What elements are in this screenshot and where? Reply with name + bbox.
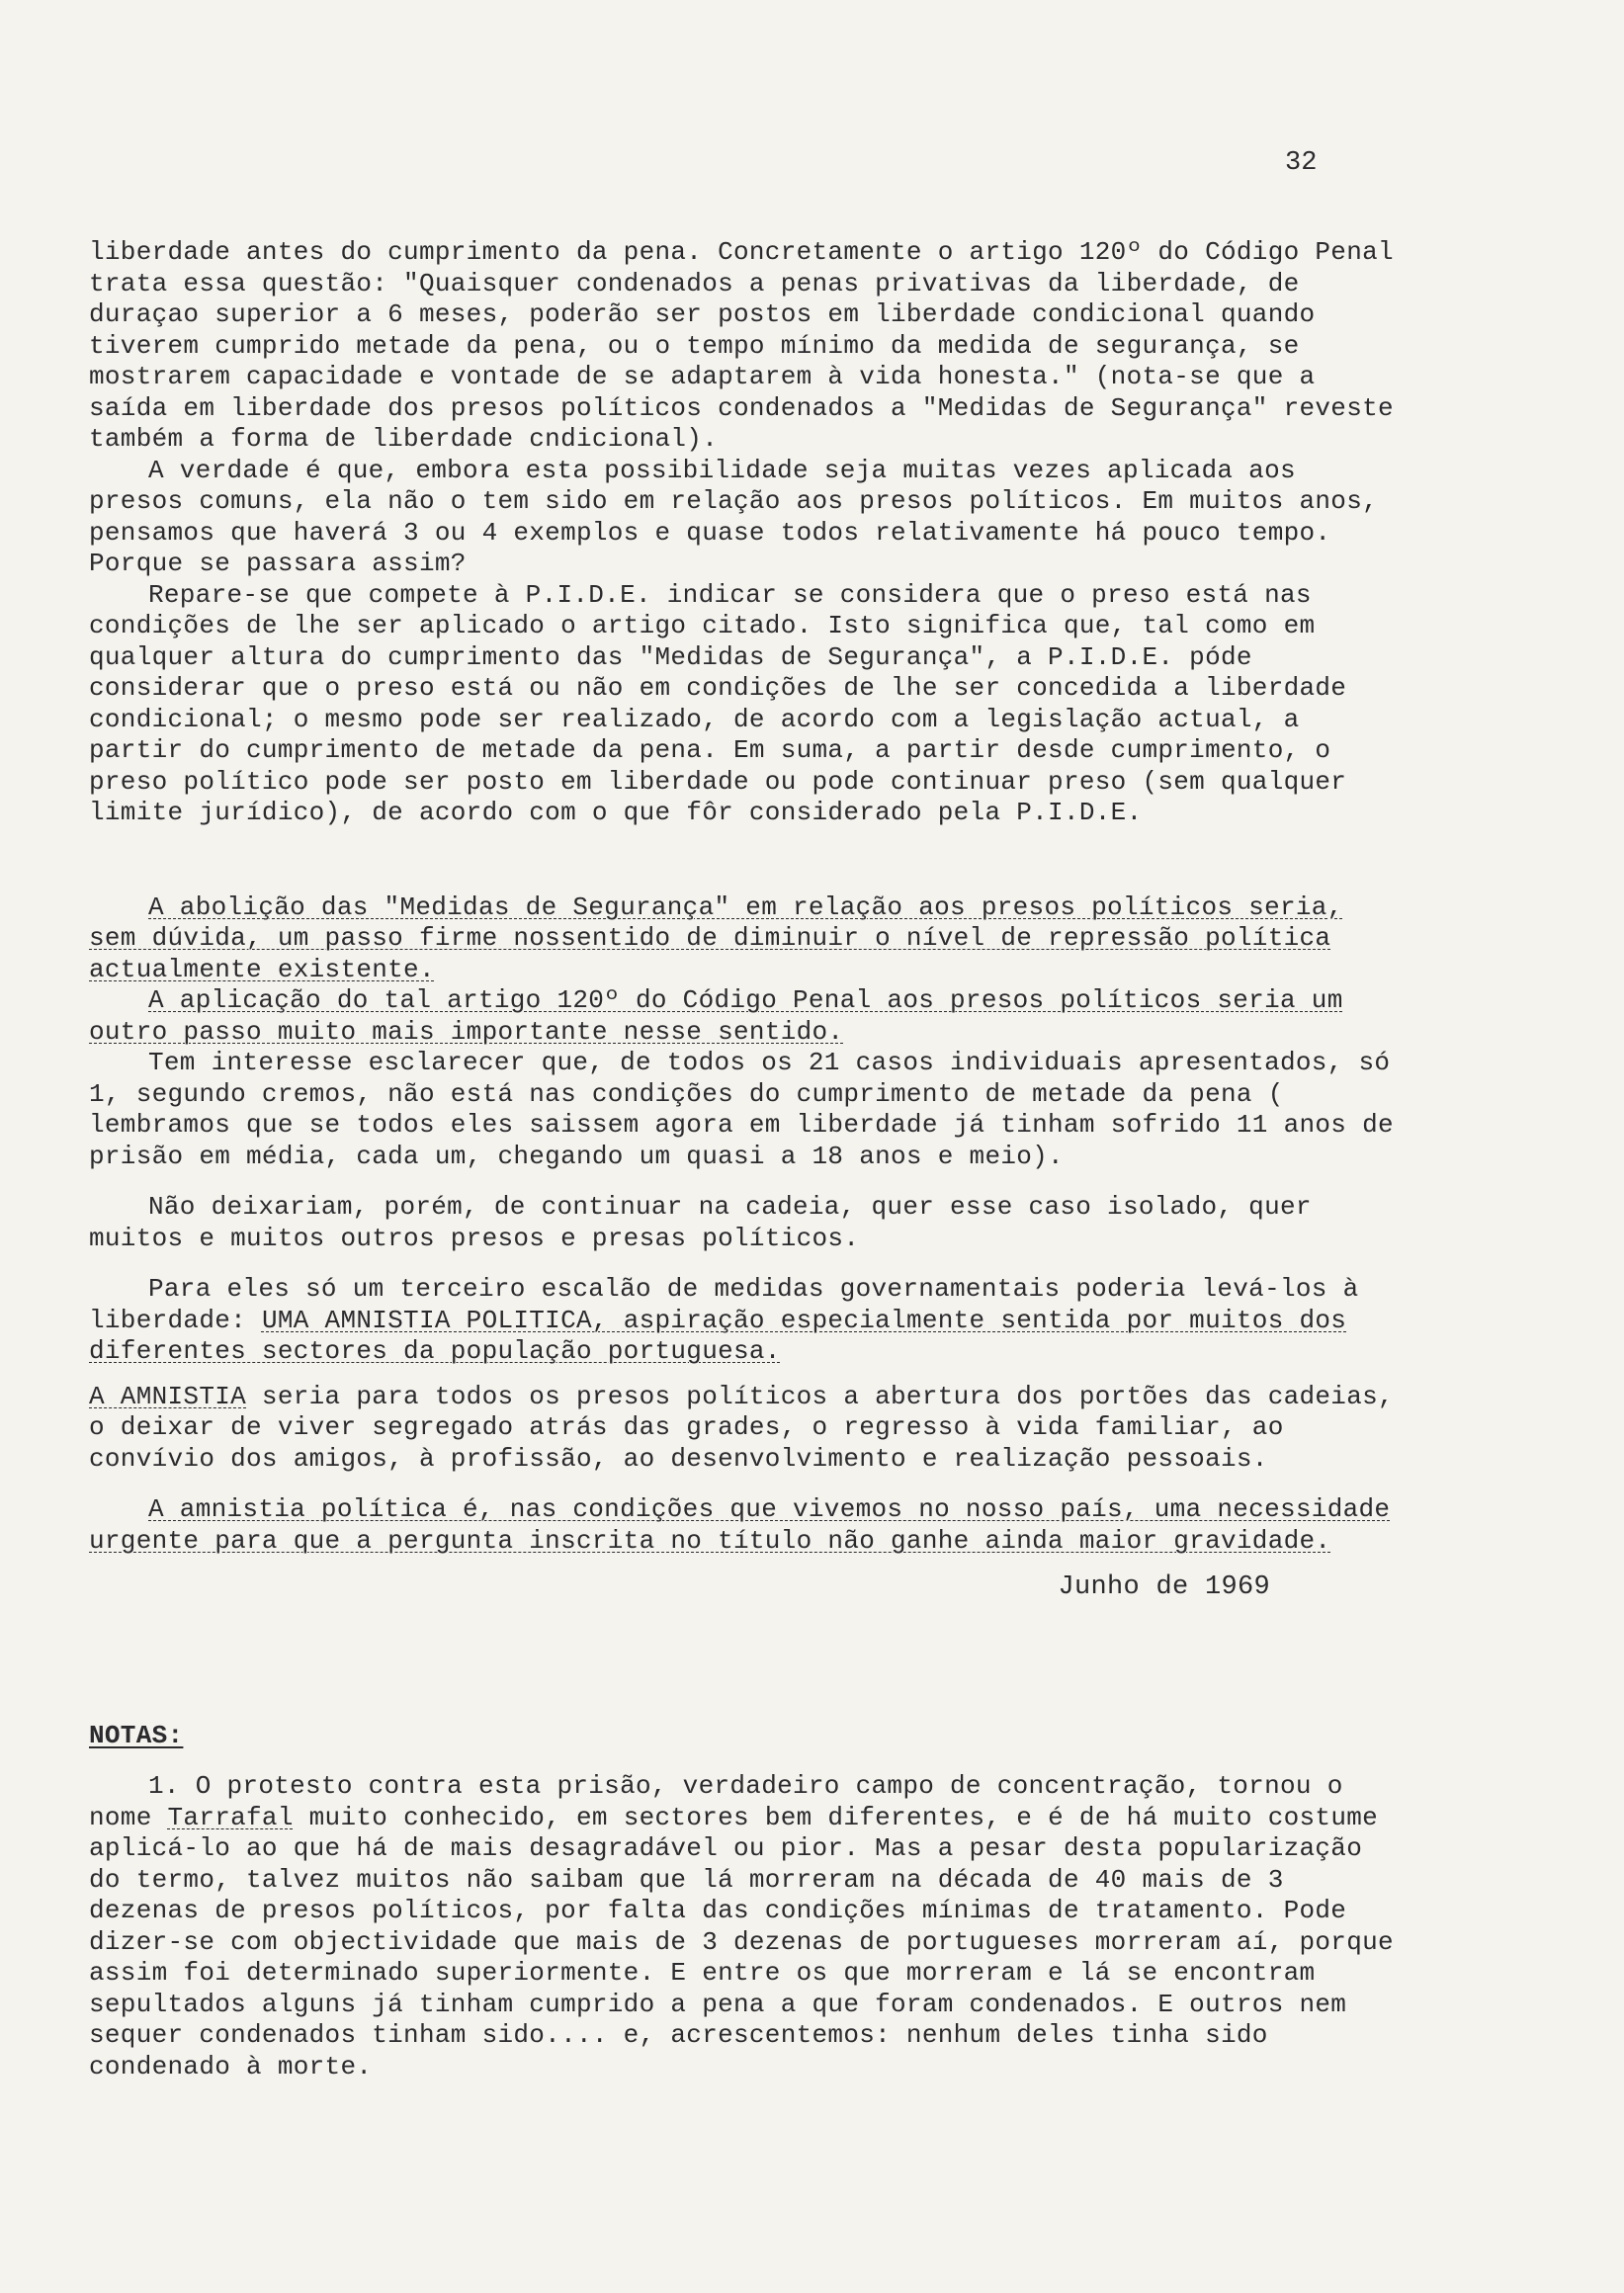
- paragraph-pide-role: Repare-se que compete à P.I.D.E. indicar se considera que o preso está nas condições de lhe ser aplicado o artigo citado. Isto significa que, tal como em qualquer altura do cumprimento das "Medidas de Segurança", a P.I.D.E. póde considerar que o preso está ou não em condições de lhe ser concedida a liberdade condicional; o mesmo pode ser realizado, de acordo com a legislação actual, a partir do cumprimento de metade da pena. Em suma, a partir desde cumprimento, o preso político pode ser posto em liberdade ou pode continuar preso (sem qualquer limite jurídico), de acordo com o que fôr considerado pela P.I.D.E.: [89, 579, 1347, 827]
- notes-heading: NOTAS:: [89, 1720, 184, 1750]
- underlined-text: A amnistia política é, nas condições que vivemos no nosso país, uma necessidade urgente para que a pergunta inscrita no título não ganhe ainda maior gravidade.: [89, 1494, 1391, 1556]
- paragraph-text: Para eles só um terceiro escalão de medidas governamentais poderia levá-los à liberdade:: [89, 1274, 1359, 1335]
- underlined-text: UMA AMNISTIA POLITICA, aspiração especialmente sentida por muitos dos diferentes sectores da população portuguesa.: [89, 1305, 1347, 1366]
- note-text: 1. O protesto contra esta prisão, verdadeiro campo de concentração, tornou o nome: [89, 1771, 1343, 1832]
- paragraph-third-step: [89, 1274, 1394, 1368]
- underlined-text: Tarrafal: [167, 1802, 294, 1832]
- note-item-1: [89, 1771, 1394, 2082]
- paragraph-continue-prison: Não deixariam, porém, de continuar na cadeia, quer esse caso isolado, quer muitos e muitos outros presos e presas políticos.: [89, 1192, 1312, 1253]
- paragraph-urgent-necessity: [89, 1494, 1394, 1557]
- note-text: muito conhecido, em sectores bem diferentes, e é de há muito costume aplicá-lo ao que há de mais desagradável ou pior. Mas a pesar desta popularização do termo, talvez muitos não saibam que lá morreram na década de 40 mais de 3 dezenas de presos políticos, por falta das condições mínimas de tratamento. Pode dizer-se com objectividade que mais de 3 dezenas de portugueses morreram aí, porque assim foi determinado superiormente. E entre os que morreram e lá se encontram sepultados alguns já tinham cumprido a pena a que foram condenados. E outros nem sequer condenados tinham sido.... e, acrescentemos: nenhum deles tinha sido condenado à morte.: [89, 1802, 1394, 2081]
- paragraph-article-application: [89, 985, 1394, 1048]
- underlined-text: A aplicação do tal artigo 120º do Código Penal aos presos políticos seria um outro passo muito mais importante nesse sentido.: [89, 985, 1343, 1047]
- paragraph-21-cases: Tem interesse esclarecer que, de todos os 21 casos individuais apresentados, só 1, segundo cremos, não está nas condições do cumprimento de metade da pena ( lembramos que se todos eles saissem agora em liberdade já tinham sofrido 11 anos de prisão em média, cada um, chegando um quasi a 18 anos e meio).: [89, 1048, 1394, 1171]
- paragraph-common-prisoners: A verdade é que, embora esta possibilidade seja muitas vezes aplicada aos presos comuns, ela não o tem sido em relação aos presos políticos. Em muitos anos, pensamos que haverá 3 ou 4 exemplos e quase todos relativamente há pouco tempo. Porque se passara assim?: [89, 455, 1379, 578]
- paragraph-abolition: [89, 892, 1394, 986]
- document-date: Junho de 1969: [1058, 1572, 1270, 1602]
- underlined-text: A AMNISTIA: [89, 1381, 247, 1411]
- document-body: [89, 237, 1394, 2082]
- page-number: 32: [1285, 148, 1318, 178]
- paragraph-article-120: liberdade antes do cumprimento da pena. Concretamente o artigo 120º do Código Penal trata essa questão: "Quaisquer condenados a penas privativas da liberdade, de duraçao superior a 6 meses, poderão ser postos em liberdade condicional quando tiverem cumprido metade da pena, ou o tempo mínimo da medida de segurança, se mostrarem capacidade e vontade de se adaptarem à vida honesta." (nota-se que a saída em liberdade dos presos políticos condenados a "Medidas de Segurança" reveste também a forma de liberdade cndicional).: [89, 237, 1394, 454]
- paragraph-amnesty: [89, 1382, 1394, 1476]
- underlined-text: A abolição das "Medidas de Segurança" em relação aos presos políticos seria, sem dúvida, um passo firme nossentido de diminuir o nível de repressão política actualmente existente.: [89, 892, 1343, 984]
- paragraph-text: seria para todos os presos políticos a abertura dos portões das cadeias, o deixar de viver segregado atrás das grades, o regresso à vida familiar, ao convívio dos amigos, à profissão, ao desenvolvimento e realização pessoais.: [89, 1381, 1394, 1474]
